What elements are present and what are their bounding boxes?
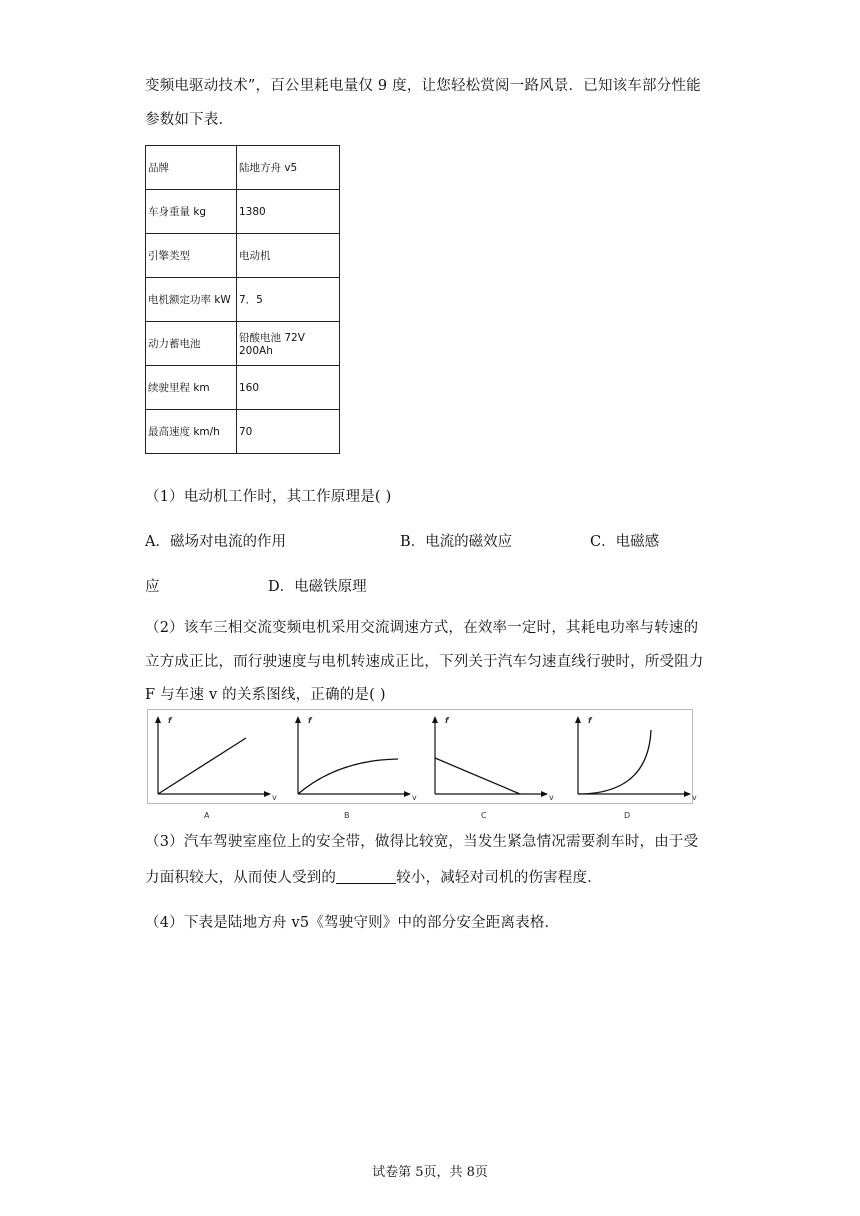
graph-x-label: v <box>692 793 697 802</box>
graph-option-label: C <box>481 811 487 820</box>
spec-value: 陆地方舟 v5 <box>237 146 340 190</box>
q3-line-2-start: 力面积较大，从而使人受到的 <box>145 870 337 886</box>
spec-row <box>146 410 340 454</box>
q2-line-3: F 与车速 v 的关系图线，正确的是( ) <box>145 687 386 703</box>
spec-value: 铅酸电池 72V 200Ah <box>237 322 340 366</box>
y-arrow-icon <box>432 716 438 723</box>
q1-option-a: A．磁场对电流的作用 <box>145 534 286 550</box>
y-arrow-icon <box>295 716 301 723</box>
q3-line-2-end: 较小，减轻对司机的伤害程度． <box>396 870 602 886</box>
graph-option-label: D <box>624 811 631 820</box>
spec-key: 引擎类型 <box>146 234 237 278</box>
spec-value: 7．5 <box>237 278 340 322</box>
spec-row <box>146 234 340 278</box>
intro-line-1: 变频电驱动技术”，百公里耗电量仅 9 度，让您轻松赏阅一路风景．已知该车部分性能 <box>145 78 701 94</box>
spec-value: 70 <box>237 410 340 454</box>
spec-row <box>146 278 340 322</box>
graph-curve-c <box>435 758 520 794</box>
x-arrow-icon <box>541 791 548 797</box>
graph-y-label: f <box>588 716 592 725</box>
graph-curve-d <box>578 730 651 794</box>
spec-key: 车身重量 kg <box>146 190 237 234</box>
q4-line-1: （4）下表是陆地方舟 v5《驾驶守则》中的部分安全距离表格． <box>145 915 560 931</box>
q2-line-1: （2）该车三相交流变频电机采用交流调速方式，在效率一定时，其耗电功率与转速的 <box>145 620 699 636</box>
q1-option-c: C．电磁感 <box>590 534 660 550</box>
q1-option-d: D．电磁铁原理 <box>268 579 367 595</box>
graph-y-label: f <box>168 716 172 725</box>
graph-option-label: B <box>344 811 350 820</box>
graph-y-label: f <box>445 716 449 725</box>
q3-line-1: （3）汽车驾驶室座位上的安全带，做得比较宽，当发生紧急情况需要刹车时，由于受 <box>145 834 699 850</box>
spec-row <box>146 190 340 234</box>
answer-blank[interactable] <box>336 869 396 884</box>
graph-x-label: v <box>412 793 417 802</box>
graph-y-label: f <box>308 716 312 725</box>
spec-row <box>146 366 340 410</box>
page-footer: 试卷第 5页，共 8页 <box>372 1165 488 1180</box>
x-arrow-icon <box>264 791 271 797</box>
spec-key: 品牌 <box>146 146 237 190</box>
q2-graph-options <box>147 709 697 820</box>
graph-x-label: v <box>549 793 554 802</box>
spec-value: 1380 <box>237 190 340 234</box>
y-arrow-icon <box>155 716 161 723</box>
spec-table <box>145 145 340 454</box>
spec-row <box>146 146 340 190</box>
graph-svg <box>148 710 697 822</box>
q1-option-c-continued: 应 <box>145 579 160 595</box>
q3-line-2 <box>145 866 602 887</box>
spec-key: 动力蓄电池 <box>146 322 237 366</box>
q1-option-b: B．电流的磁效应 <box>400 534 513 550</box>
spec-value: 电动机 <box>237 234 340 278</box>
spec-key: 最高速度 km/h <box>146 410 237 454</box>
graph-curve-a <box>158 738 246 794</box>
spec-key: 电机额定功率 kW <box>146 278 237 322</box>
spec-row <box>146 322 340 366</box>
spec-value: 160 <box>237 366 340 410</box>
spec-key: 续驶里程 km <box>146 366 237 410</box>
y-arrow-icon <box>575 716 581 723</box>
x-arrow-icon <box>404 791 411 797</box>
graph-option-label: A <box>204 811 210 820</box>
q1-stem: （1）电动机工作时，其工作原理是( ) <box>145 489 392 505</box>
x-arrow-icon <box>684 791 691 797</box>
graph-curve-b <box>298 759 398 794</box>
q2-line-2: 立方成正比，而行驶速度与电机转速成正比，下列关于汽车匀速直线行驶时，所受阻力 <box>145 654 704 670</box>
graph-x-label: v <box>272 793 277 802</box>
intro-line-2: 参数如下表． <box>145 112 234 128</box>
